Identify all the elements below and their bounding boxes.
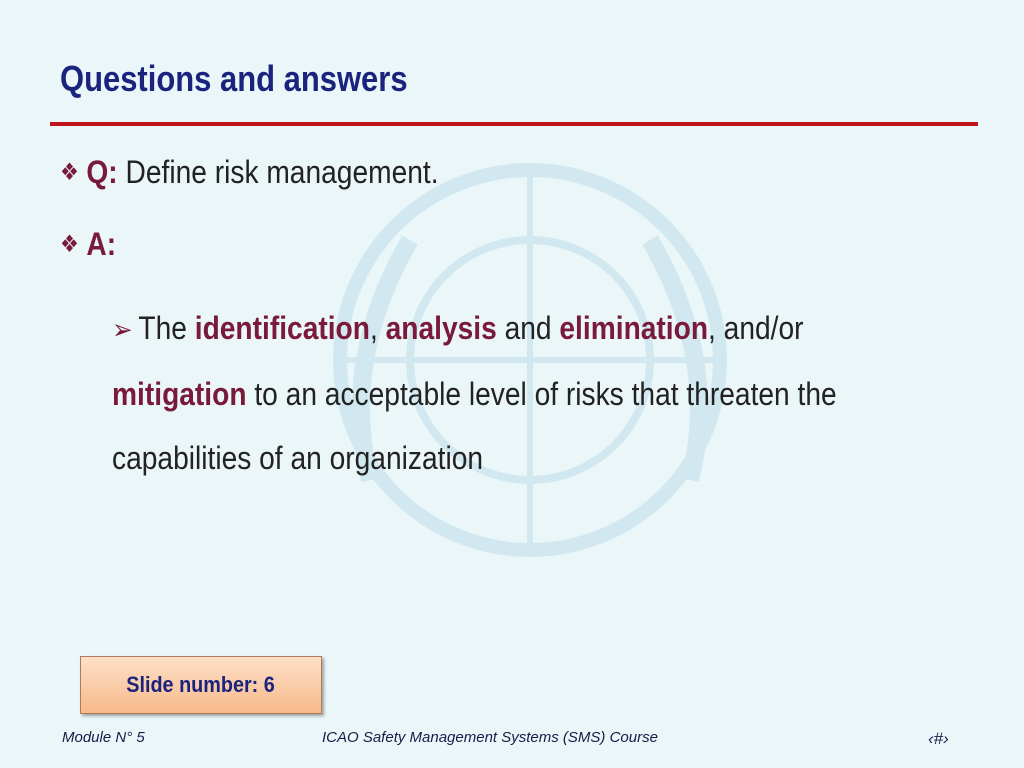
slide-title: Questions and answers	[60, 58, 408, 99]
answer-part: The	[138, 310, 195, 346]
keyword-analysis: analysis	[385, 310, 497, 346]
answer-text	[112, 296, 886, 490]
arrow-bullet-icon: ➢	[112, 314, 133, 345]
slide-number-badge	[80, 656, 322, 714]
slide-number-label: Slide number: 6	[126, 672, 276, 697]
answer-part: to an acceptable level of risks that threaten the capabilities of an organization	[112, 376, 837, 476]
footer-page-number: ‹#›	[928, 729, 949, 748]
answer-part: and	[496, 310, 560, 346]
question-text: Define risk management.	[125, 154, 439, 190]
footer-course: ICAO Safety Management Systems (SMS) Course	[322, 729, 658, 746]
answer-bullet	[60, 226, 116, 263]
footer-module: Module N° 5	[62, 729, 145, 746]
question-bullet	[60, 154, 439, 191]
keyword-elimination: elimination	[559, 310, 709, 346]
keyword-identification: identification	[194, 310, 370, 346]
answer-label: A:	[86, 226, 117, 262]
diamond-bullet-icon: ❖	[60, 231, 79, 258]
diamond-bullet-icon: ❖	[60, 159, 79, 186]
keyword-mitigation: mitigation	[112, 376, 247, 412]
title-divider	[50, 122, 978, 126]
answer-part: , and/or	[708, 310, 804, 346]
question-label: Q:	[86, 154, 118, 190]
answer-part: ,	[369, 310, 386, 346]
